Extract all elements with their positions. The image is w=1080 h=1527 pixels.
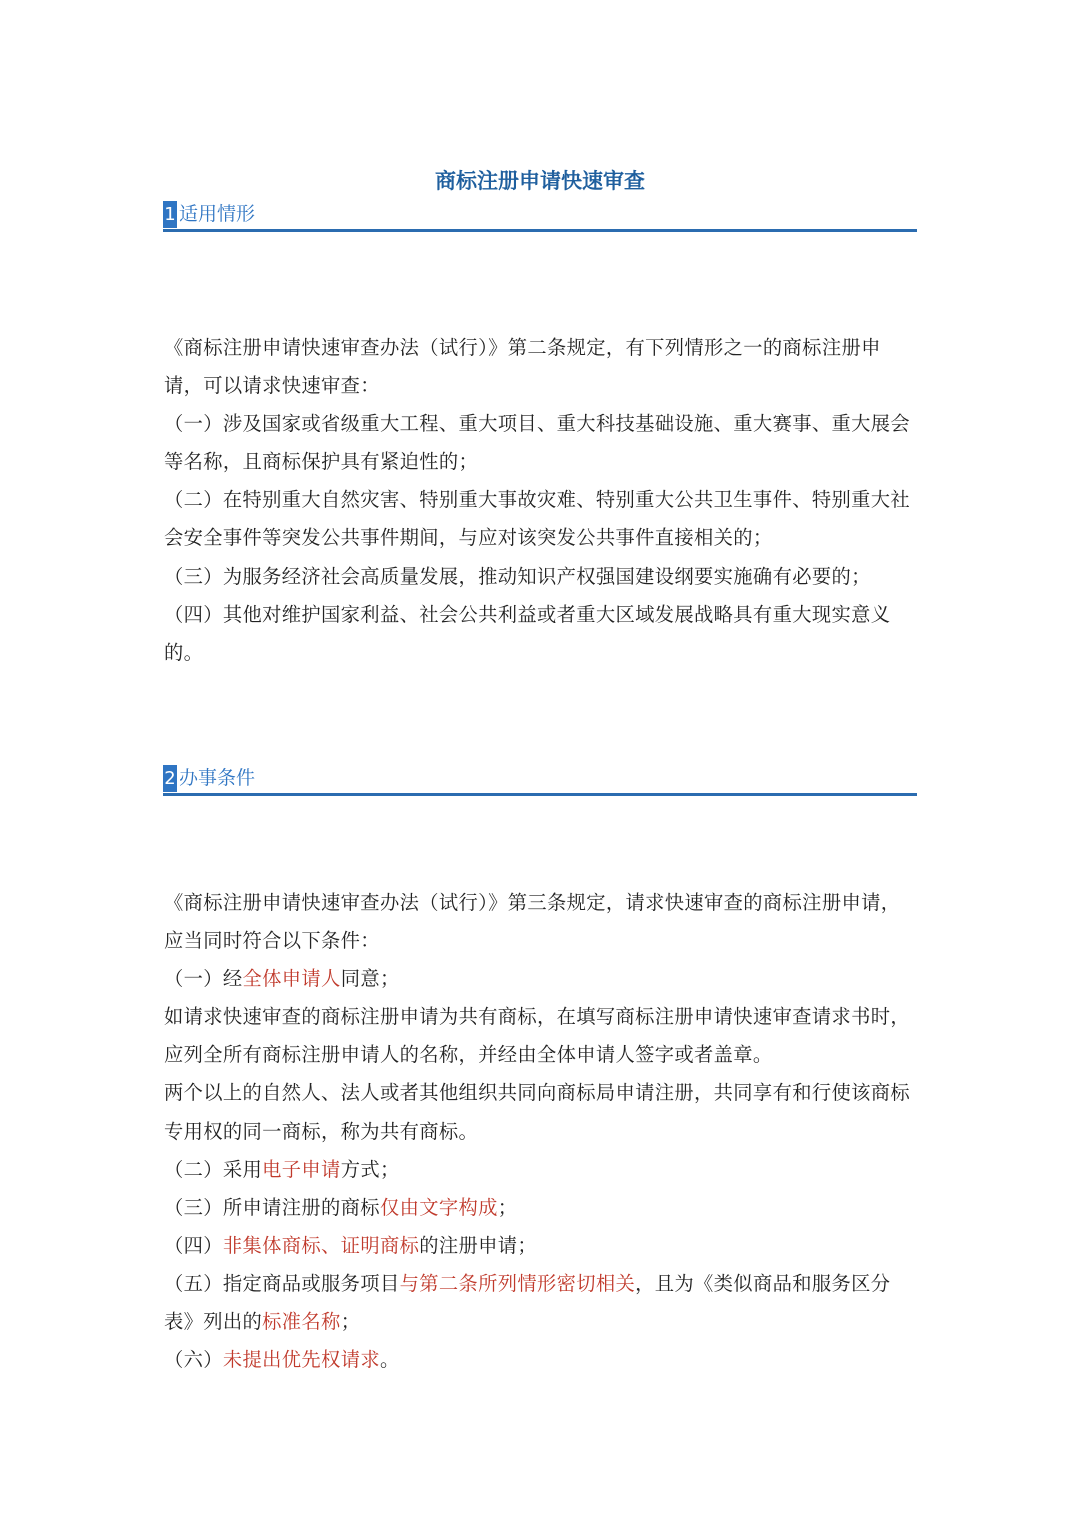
text-span: （四） [164, 1233, 223, 1257]
text-span: ； [340, 1310, 361, 1334]
text-span: ； [497, 1195, 518, 1219]
highlight-text: 非集体商标、证明商标 [222, 1233, 420, 1257]
text-span: 的注册申请； [419, 1233, 538, 1257]
highlight-text: 仅由文字构成 [379, 1195, 498, 1219]
intro-paragraph: 《商标注册申请快速审查办法（试行）》第三条规定，请求快速审查的商标注册申请，应当同时符合以下条件： [164, 891, 901, 953]
text-span: （二）采用 [164, 1157, 263, 1181]
highlight-text: 标准名称 [262, 1310, 341, 1334]
highlight-text: 未提出优先权请求 [222, 1348, 380, 1372]
text-span: ，且为《类似商品和服务区分表》列出的 [164, 1271, 891, 1334]
note-paragraph: 如请求快速审查的商标注册申请为共有商标，在填写商标注册申请快速审查请求书时，应列全所有商标注册申请人的名称，并经由全体申请人签字或者盖章。 [164, 1005, 910, 1067]
list-item: （一）涉及国家或省级重大工程、重大项目、重大科技基础设施、重大赛事、重大展会等名称，且商标保护具有紧迫性的； [164, 412, 910, 474]
intro-paragraph: 《商标注册申请快速审查办法（试行）》第二条规定，有下列情形之一的商标注册申请，可以请求快速审查： [164, 336, 881, 398]
section-heading-label: 办事条件 [179, 767, 256, 789]
condition-item-5 [164, 1265, 918, 1341]
document-title: 商标注册申请快速审查 [435, 169, 645, 193]
text-span: 同意； [340, 967, 400, 991]
text-span: （五）指定商品或服务项目 [164, 1271, 400, 1295]
text-span: 方式； [340, 1157, 400, 1181]
section-heading-label: 适用情形 [179, 203, 256, 225]
section-heading-applicable-situations [163, 201, 917, 232]
condition-item-4 [164, 1227, 918, 1265]
note-paragraph: 两个以上的自然人、法人或者其他组织共同向商标局申请注册，共同享有和行使该商标专用权的同一商标，称为共有商标。 [164, 1081, 910, 1143]
list-item: （四）其他对维护国家利益、社会公共利益或者重大区域发展战略具有重大现实意义的。 [164, 602, 891, 664]
section-body-conditions [164, 884, 918, 1379]
text-span: （一）经 [164, 967, 243, 991]
highlight-text: 全体申请人 [242, 967, 341, 991]
condition-item-1 [164, 960, 918, 998]
text-span: 。 [379, 1348, 400, 1372]
condition-item-6 [164, 1341, 918, 1379]
highlight-text: 与第二条所列情形密切相关 [399, 1271, 636, 1295]
text-span: （六） [164, 1348, 223, 1372]
section-number-badge: 1 [163, 201, 177, 228]
highlight-text: 电子申请 [262, 1157, 341, 1181]
section-heading-conditions [163, 765, 917, 796]
text-span: （三）所申请注册的商标 [164, 1195, 380, 1219]
condition-item-2 [164, 1151, 918, 1189]
section-body-applicable-situations [164, 329, 918, 672]
section-number-badge: 2 [163, 765, 177, 792]
list-item: （二）在特别重大自然灾害、特别重大事故灾难、特别重大公共卫生事件、特别重大社会安全事件等突发公共事件期间，与应对该突发公共事件直接相关的； [164, 488, 910, 550]
condition-item-3 [164, 1189, 918, 1227]
list-item: （三）为服务经济社会高质量发展，推动知识产权强国建设纲要实施确有必要的； [164, 564, 871, 588]
